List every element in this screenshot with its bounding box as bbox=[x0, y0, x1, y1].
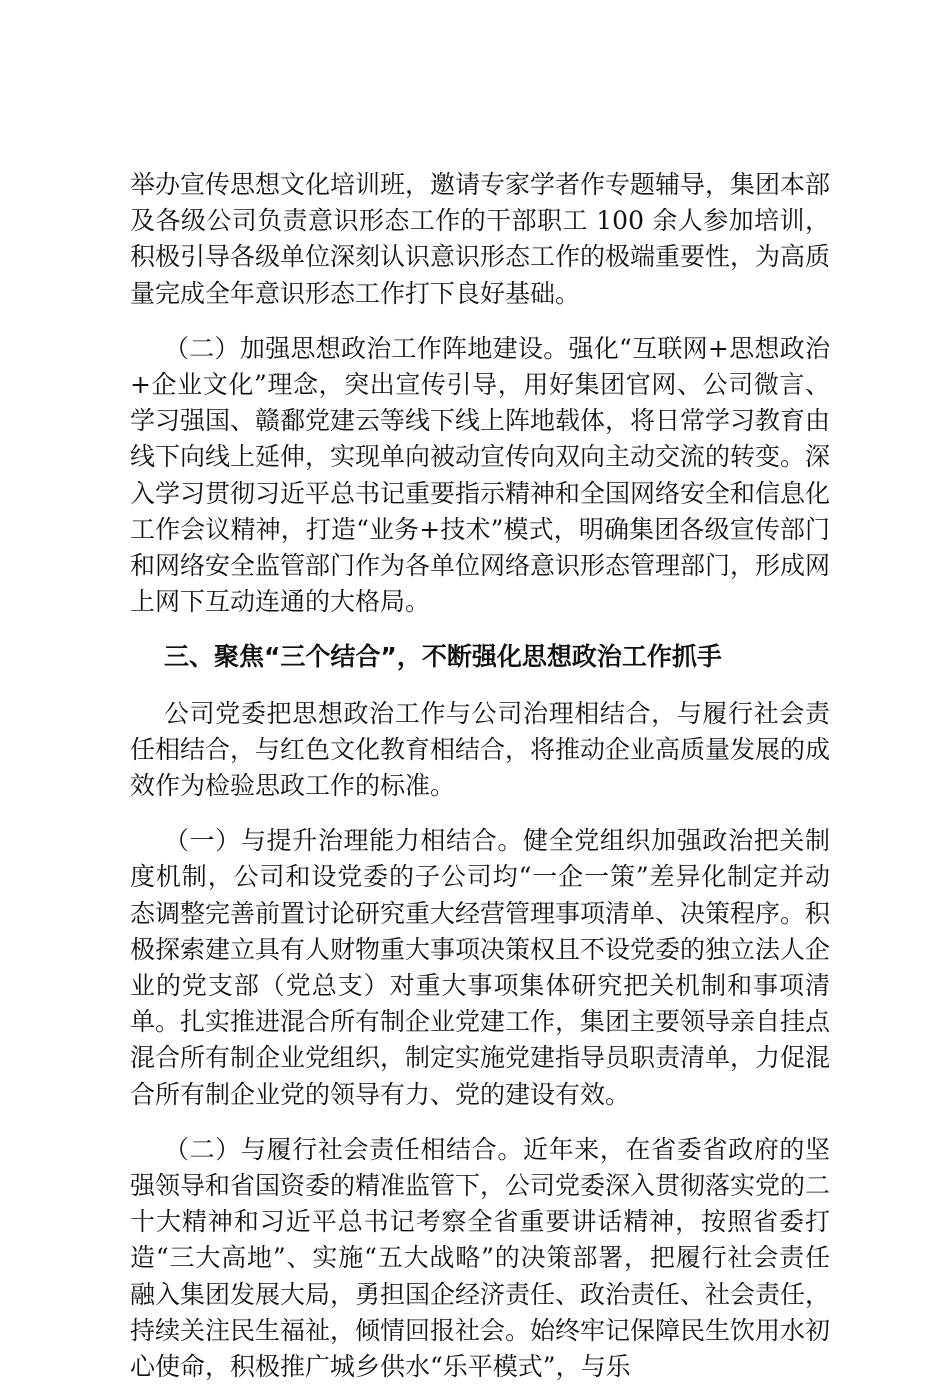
paragraph-governance: （一）与提升治理能力相结合。健全党组织加强政治把关制度机制，公司和设党委的子公司均“一企一策”差异化制定并动态调整完善前置讨论研究重大经营管理事项清单、决策程序。积极探索建立具有人财物重大事项决策权且不设党委的独立法人企业的党支部（党总支）对重大事项集体研究把关机制和事项清单。扎实推进混合所有制企业党建工作，集团主要领导亲自挂点混合所有制企业党组织，制定实施党建指导员职责清单，力促混合所有制企业党的领导有力、党的建设有效。 bbox=[130, 826, 831, 1109]
section-heading-three-combinations: 三、聚焦“三个结合”，不断强化思想政治工作抓手 bbox=[164, 642, 722, 672]
paragraph-training-class: 举办宣传思想文化培训班，邀请专家学者作专题辅导，集团本部及各级公司负责意识形态工作的干部职工 100 余人参加培训，积极引导各级单位深刻认识意识形态工作的极端重要性，为高质量完成全年意识形态工作打下良好基础。 bbox=[130, 170, 831, 308]
paragraph-social-responsibility: （二）与履行社会责任相结合。近年来，在省委省政府的坚强领导和省国资委的精准监管下，公司党委深入贯彻落实党的二十大精神和习近平总书记考察全省重要讲话精神，按照省委打造“三大高地”、实施“五大战略”的决策部署，把履行社会责任融入集团发展大局，勇担国企经济责任、政治责任、社会责任，持续关注民生福祉，倾情回报社会。始终牢记保障民生饮用水初心使命，积极推广城乡供水“乐平模式”，与乐 bbox=[130, 1134, 831, 1382]
paragraph-section-intro: 公司党委把思想政治工作与公司治理相结合，与履行社会责任相结合，与红色文化教育相结合，将推动企业高质量发展的成效作为检验思政工作的标准。 bbox=[130, 698, 831, 801]
document-body bbox=[130, 167, 830, 1385]
paragraph-position-building: （二）加强思想政治工作阵地建设。强化“互联网+思想政治+企业文化”理念，突出宣传引导，用好集团官网、公司微言、学习强国、赣鄱党建云等线下线上阵地载体，将日常学习教育由线下向线上延伸，实现单向被动宣传向双向主动交流的转变。深入学习贯彻习近平总书记重要指示精神和全国网络安全和信息化工作会议精神，打造“业务+技术”模式，明确集团各级宣传部门和网络安全监管部门作为各单位网络意识形态管理部门，形成网上网下互动连通的大格局。 bbox=[130, 333, 831, 617]
